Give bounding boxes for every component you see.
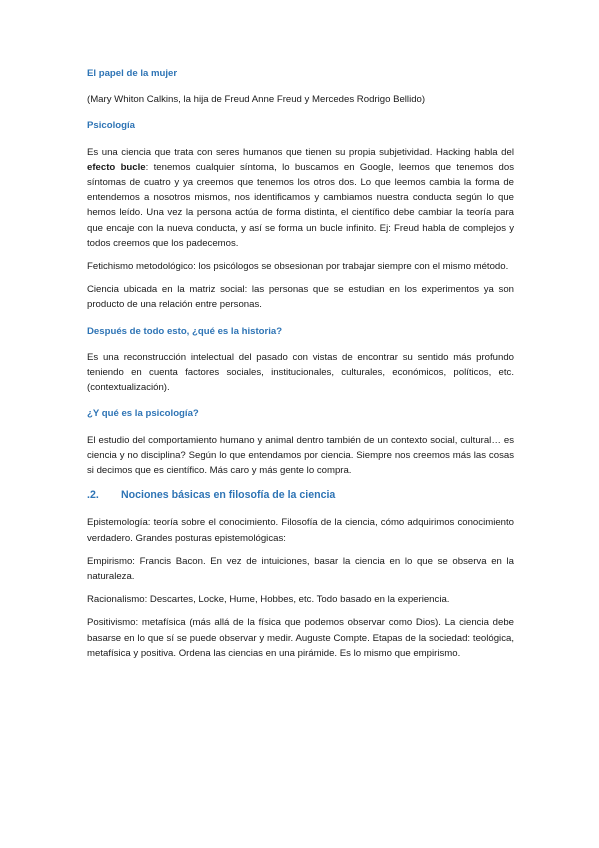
- paragraph-epistemologia: Epistemología: teoría sobre el conocimiento. Filosofía de la ciencia, cómo adquirimos conocimiento verdadero. Grandes posturas epistemológicas:: [87, 517, 514, 544]
- historia-heading: Después de todo esto, ¿qué es la historia?: [87, 325, 283, 337]
- efecto-bucle-term: efecto bucle: [87, 161, 146, 173]
- section-2-number: .2.: [87, 489, 99, 502]
- paragraph-efecto-bucle-end: : tenemos cualquier síntoma, lo buscamos en Google, leemos que tenemos dos síntomas de cuatro y ya creemos que tenemos los otros dos. Lo que leemos cambia la forma de entendemos a nosotros mismos, nos identificamos y cambiamos nuestra conducta según lo que hemos leído. Una vez la persona actúa de forma distinta, el científico debe cambiar la teoría para que encaje con la nueva conducta, y así se forma un bucle infinito. Ej: Freud habla de complejos y todos creemos que los padecemos.: [87, 161, 514, 249]
- psicologia-question-heading: ¿Y qué es la psicología?: [87, 408, 199, 420]
- psicologia-heading: Psicología: [87, 120, 135, 132]
- paragraph-positivismo: Positivismo: metafísica (más allá de la física que podemos observar como Dios). La ciencia debe basarse en lo que sí se puede observar y medir. Auguste Compte. Etapas de la sociedad: teológica, metafísica y positiva. Ordena las ciencias en una pirámide. Es lo mismo que empirismo.: [87, 617, 514, 659]
- paragraph-matriz-social: Ciencia ubicada en la matriz social: las personas que se estudian en los experimentos ya son producto de una relación entre personas.: [87, 284, 514, 311]
- section-2-title: Nociones básicas en filosofía de la ciencia: [121, 489, 336, 502]
- paragraph-psicologia: El estudio del comportamiento humano y animal dentro también de un contexto social, cultural… es ciencia y no disciplina? Según lo que entendamos por ciencia. Siempre nos creemos más las cosas si decimos que es científico. Más caro y más gente lo compra.: [87, 434, 514, 477]
- section-title: El papel de la mujer: [87, 68, 178, 79]
- section-2-heading: [87, 488, 514, 503]
- paragraph-racionalismo: Racionalismo: Descartes, Locke, Hume, Hobbes, etc. Todo basado en la experiencia.: [87, 594, 450, 606]
- women-list: (Mary Whiton Calkins, la hija de Freud Anne Freud y Mercedes Rodrigo Bellido): [87, 94, 426, 106]
- paragraph-efecto-bucle-start: Es una ciencia que trata con seres humanos que tienen su propia subjetividad. Hacking habla del: [87, 146, 514, 158]
- paragraph-efecto-bucle: [87, 145, 514, 251]
- paragraph-empirismo: Empirismo: Francis Bacon. En vez de intuiciones, basar la ciencia en lo que se observa en la naturaleza.: [87, 555, 514, 583]
- paragraph-fetichismo: Fetichismo metodológico: los psicólogos se obsesionan por trabajar siempre con el mismo método.: [87, 261, 509, 273]
- paragraph-historia: Es una reconstrucción intelectual del pasado con vistas de encontrar su sentido más profundo teniendo en cuenta factores sociales, institucionales, culturales, económicos, políticos, etc. (contextualización).: [87, 351, 514, 394]
